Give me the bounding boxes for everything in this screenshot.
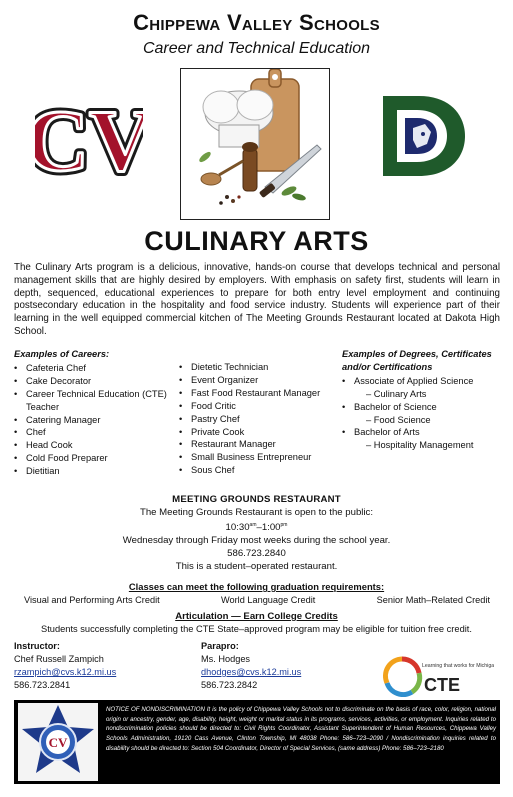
department-name: Career and Technical Education	[142, 40, 371, 57]
svg-text:CV: CV	[35, 93, 143, 186]
svg-text:CTE: CTE	[424, 675, 460, 695]
list-item: • Chef	[14, 426, 174, 439]
list-item: • Career Technical Education (CTE) Teacher	[14, 388, 174, 414]
svg-text:CV: CV	[35, 93, 143, 186]
svg-text:D: D	[373, 90, 374, 91]
list-item: • Dietetic Technician	[179, 361, 341, 374]
list-item: • Event Organizer	[179, 374, 341, 387]
list-item: • Food Critic	[179, 400, 341, 413]
credit-item: World Language Credit	[220, 595, 316, 605]
list-item: • Private Cook	[179, 426, 341, 439]
careers-heading: Examples of Careers:	[14, 349, 110, 359]
degrees-heading: Examples of Degrees, Certificates and/or Certifications	[342, 349, 492, 372]
svg-text:Learning that works for Michig: Learning that works for Michigan	[422, 663, 494, 669]
credit-item: Visual and Performing Arts Credit	[24, 595, 160, 605]
list-item: • Pastry Chef	[179, 413, 341, 426]
articulation-text: Students successfully completing the CTE State–approved program may be eligible for tuition free credit.	[41, 624, 472, 634]
list-item: • Cake Decorator	[14, 375, 174, 388]
list-item: • Dietitian	[14, 465, 174, 478]
cv-logo	[35, 88, 143, 186]
parapro-role: Parapro:	[201, 641, 239, 651]
degrees-list	[342, 348, 507, 452]
list-item: • Fast Food Restaurant Manager	[179, 387, 341, 400]
nondiscrimination-notice: NOTICE OF NONDISCRIMINATION It is the policy of Chippewa Valley Schools not to discriminate on the basis of race, color, religion, national origin or ancestry, gender, age, disability, height, weight or marital status in its programs, services, activities, or employment. Inquiries related to nondiscrimination policies should be directed to: Civil Rights Coordinator, Assistant Superintendent of Human Resources, Chippewa Valley Schools Administration, 19120 Cass Avenue, Clinton Township, MI 48038 Phone: 586–723–2090 / Nondiscrimination inquiries related to disability should be directed to: Section 504 Coordinator, Director of Special Services, (same address) Phone: 586–723–2180	[106, 706, 496, 752]
dakota-logo	[373, 90, 469, 182]
instructor-name: Chef Russell Zampich	[14, 653, 104, 664]
articulation-heading: Articulation — Earn College Credits	[175, 611, 338, 622]
degree-field: – Culinary Arts	[366, 388, 427, 399]
restaurant-section	[0, 494, 513, 573]
parapro-contact	[201, 640, 371, 692]
list-item: • Restaurant Manager	[179, 438, 341, 451]
credit-item: Senior Math–Related Credit	[376, 595, 490, 605]
restaurant-phone: 586.723.2840	[227, 548, 286, 559]
program-description: The Culinary Arts program is a delicious, innovative, hands-on course that develops technical and personal management skills that are highly desired by employers. With emphasis on safety first, students will learn in depth, sequenced, educational experiences to prepare for both entry level employment and continuing postsecondary education in the hospitality and food service industry. Students will experience part of their learning in the well equipped commercial kitchen of The Meeting Grounds Restaurant located at Dakota High School.	[14, 262, 500, 337]
cte-michigan-logo	[382, 655, 494, 697]
svg-text:CV: CV	[48, 735, 68, 750]
instructor-phone: 586.723.2841	[14, 679, 71, 690]
instructor-email-link[interactable]: rzampich@cvs.k12.mi.us	[14, 666, 117, 677]
restaurant-open-line: The Meeting Grounds Restaurant is open to the public:	[139, 506, 374, 518]
cv-star-logo	[18, 703, 98, 781]
degree-name: • Bachelor of Science	[354, 401, 437, 412]
program-title: CULINARY ARTS	[144, 226, 369, 256]
degree-field: – Hospitality Management	[366, 440, 474, 451]
degree-name: • Associate of Applied Science	[354, 375, 474, 386]
parapro-phone: 586.723.2842	[201, 679, 258, 690]
restaurant-hours: $10:30^{am}-1:00^{pm}$	[225, 522, 288, 534]
nondiscrimination-footer	[14, 700, 500, 784]
restaurant-note: This is a student–operated restaurant.	[175, 560, 338, 572]
list-item: • Small Business Entrepreneur	[179, 451, 341, 464]
graduation-credits	[24, 595, 490, 605]
list-item: • Catering Manager	[14, 414, 174, 427]
school-name: Chippewa Valley Schools	[133, 10, 380, 35]
list-item	[342, 401, 507, 427]
list-item: • Cafeteria Chef	[14, 362, 174, 375]
list-item: • Sous Chef	[179, 464, 341, 477]
list-item	[342, 375, 507, 401]
list-item: • Cold Food Preparer	[14, 452, 174, 465]
parapro-email-link[interactable]: dhodges@cvs.k12.mi.us	[201, 666, 302, 677]
degree-field: – Food Science	[366, 414, 431, 425]
list-item: • Head Cook	[14, 439, 174, 452]
culinary-illustration	[180, 68, 330, 220]
restaurant-days: Wednesday through Friday most weeks during the school year.	[122, 535, 391, 547]
graduation-heading: Classes can meet the following graduation requirements:	[128, 581, 385, 592]
instructor-contact	[14, 640, 184, 692]
list-item	[342, 426, 507, 452]
degree-name: • Bachelor of Arts	[354, 427, 420, 438]
restaurant-heading: MEETING GROUNDS RESTAURANT	[172, 494, 341, 505]
instructor-role: Instructor:	[14, 641, 60, 651]
parapro-name: Ms. Hodges	[201, 653, 251, 664]
careers-list-left	[14, 348, 174, 478]
careers-list-right	[179, 361, 341, 477]
